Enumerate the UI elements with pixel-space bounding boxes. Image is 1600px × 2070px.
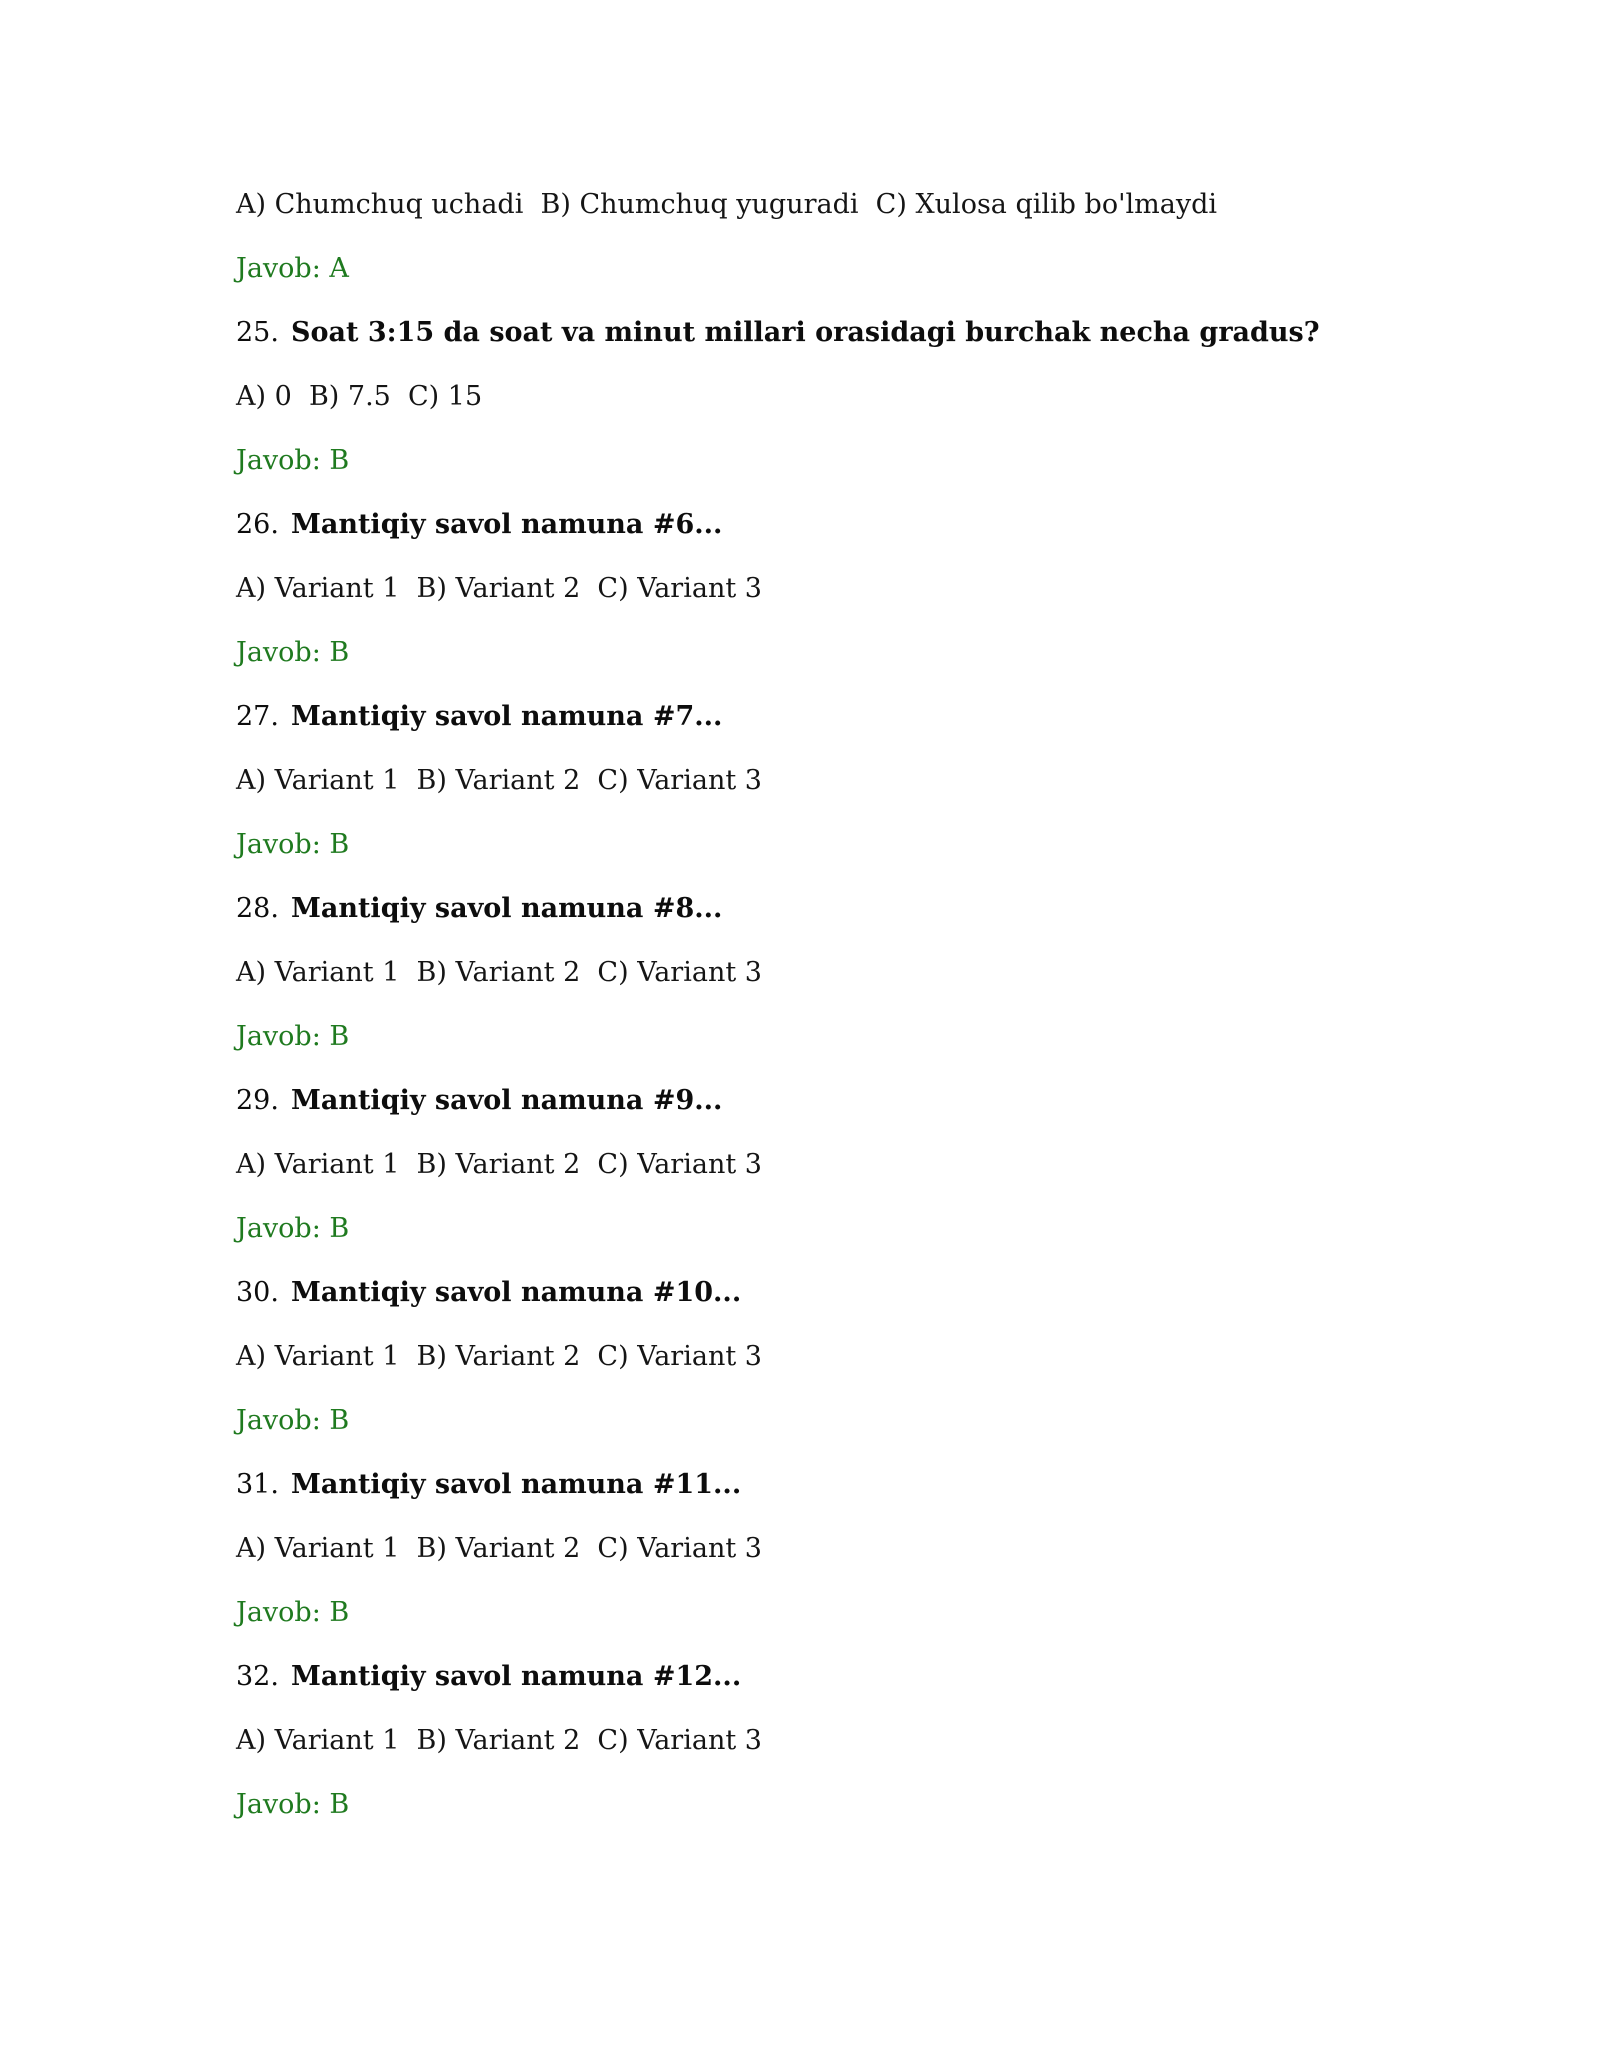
question-answer: Javob: B: [236, 829, 350, 860]
question-block-29: [236, 1081, 1436, 1273]
question-answer: Javob: B: [236, 1405, 350, 1436]
question-options: A) Variant 1 B) Variant 2 C) Variant 3: [236, 1149, 762, 1180]
question-27: [236, 697, 1436, 761]
intro-answer: Javob: A: [236, 253, 349, 284]
question-text: Mantiqiy savol namuna #7...: [290, 701, 723, 732]
question-options: A) 0 B) 7.5 C) 15: [236, 381, 483, 412]
question-block-25: [236, 313, 1436, 505]
intro-options: A) Chumchuq uchadi B) Chumchuq yuguradi C) Xulosa qilib bo'lmaydi: [236, 189, 1218, 220]
question-answer: Javob: B: [236, 1213, 350, 1244]
question-30: [236, 1273, 1436, 1337]
question-options: A) Variant 1 B) Variant 2 C) Variant 3: [236, 573, 762, 604]
question-options: A) Variant 1 B) Variant 2 C) Variant 3: [236, 1341, 762, 1372]
question-number: 29.: [236, 1085, 279, 1116]
question-number: 27.: [236, 701, 279, 732]
question-block-28: [236, 889, 1436, 1081]
question-block-27: [236, 697, 1436, 889]
question-block-30: [236, 1273, 1436, 1465]
question-answer: Javob: B: [236, 1597, 350, 1628]
question-number: 30.: [236, 1277, 279, 1308]
question-block-31: [236, 1465, 1436, 1657]
question-29: [236, 1081, 1436, 1145]
question-26: [236, 505, 1436, 569]
question-number: 31.: [236, 1469, 279, 1500]
question-text: Mantiqiy savol namuna #9...: [290, 1085, 723, 1116]
question-options: A) Variant 1 B) Variant 2 C) Variant 3: [236, 765, 762, 796]
question-32: [236, 1657, 1436, 1721]
question-text: Mantiqiy savol namuna #8...: [290, 893, 723, 924]
question-number: 26.: [236, 509, 279, 540]
question-answer: Javob: B: [236, 445, 350, 476]
question-answer: Javob: B: [236, 1789, 350, 1820]
question-number: 25.: [236, 317, 279, 348]
question-answer: Javob: B: [236, 1021, 350, 1052]
question-text: Mantiqiy savol namuna #11...: [290, 1469, 742, 1500]
question-text: Mantiqiy savol namuna #6...: [290, 509, 723, 540]
question-25: [236, 313, 1436, 377]
question-text: Soat 3:15 da soat va minut millari orasidagi burchak necha gradus?: [290, 317, 1320, 348]
question-31: [236, 1465, 1436, 1529]
question-block-32: [236, 1657, 1436, 1849]
question-number: 28.: [236, 893, 279, 924]
quiz-content: [236, 185, 1436, 1849]
question-options: A) Variant 1 B) Variant 2 C) Variant 3: [236, 957, 762, 988]
question-answer: Javob: B: [236, 637, 350, 668]
question-options: A) Variant 1 B) Variant 2 C) Variant 3: [236, 1725, 762, 1756]
question-block-26: [236, 505, 1436, 697]
question-28: [236, 889, 1436, 953]
question-number: 32.: [236, 1661, 279, 1692]
question-text: Mantiqiy savol namuna #10...: [290, 1277, 742, 1308]
question-options: A) Variant 1 B) Variant 2 C) Variant 3: [236, 1533, 762, 1564]
question-text: Mantiqiy savol namuna #12...: [290, 1661, 742, 1692]
